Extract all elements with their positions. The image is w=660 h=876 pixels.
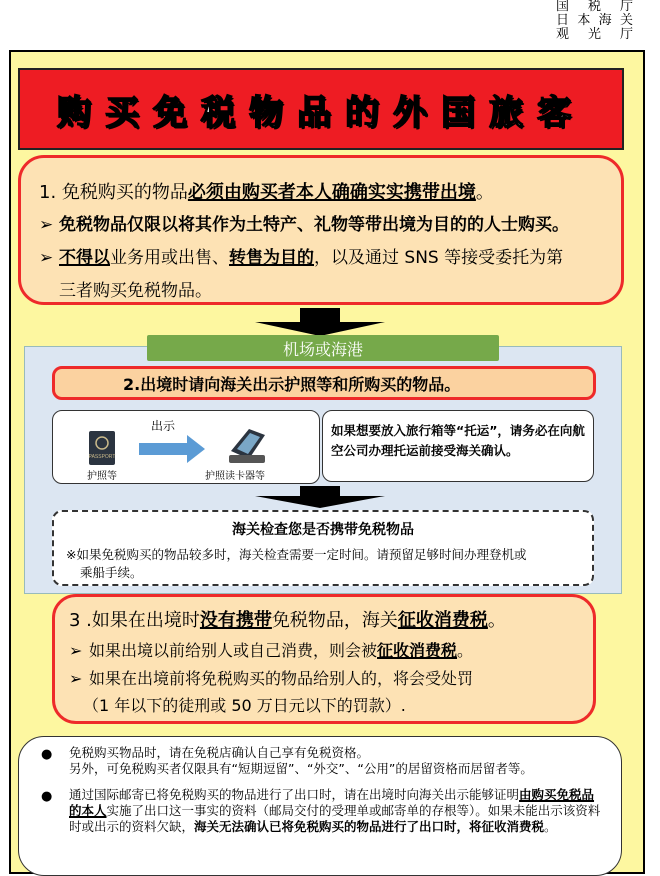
bullet-icon: ●: [41, 789, 53, 804]
rule-1-heading: [39, 176, 607, 209]
note-1-line-2: 另外，可免税购买者仅限具有“短期逗留”、“外交”、“公用”的居留资格而居留者等。: [69, 761, 533, 776]
agency-nta: 国 税 厅: [556, 0, 634, 14]
checkin-note: [322, 410, 594, 482]
down-arrow-icon: [255, 486, 385, 508]
rule-1-point-2-emph-b: 转售为目的: [229, 248, 314, 268]
rule-3-box: [52, 594, 596, 724]
rule-2-box: [52, 366, 596, 400]
passport-icon: [89, 431, 116, 465]
arrow-bullet-icon: ➢: [39, 248, 54, 268]
down-arrow-icon: [255, 308, 385, 336]
rule-3-emph-a: 没有携带: [199, 610, 272, 631]
rule-3-period: 。: [487, 610, 506, 631]
arrow-bullet-icon: ➢: [39, 215, 54, 235]
note-2-emph-a: 由购买免税品的本人: [69, 787, 595, 818]
rule-3-point-1-text: 如果出境以前给别人或自己消费，则会被: [89, 641, 378, 660]
customs-check-note-1: ※如果免税购买的物品较多时，海关检查需要一定时间。请预留足够时间办理登机或: [66, 547, 527, 562]
rule-1-emphasis: 必须由购买者本人确确实实携带出境: [187, 182, 476, 203]
rule-1-box: [18, 155, 624, 305]
rule-3-text-b: 免税物品，海关: [271, 610, 398, 631]
rule-3-point-1-emph: 征收消费税: [377, 641, 458, 660]
rule-1-text: 1. 免税购买的物品: [39, 182, 188, 203]
show-arrow-icon: [139, 435, 205, 463]
agency-customs: 日本海关: [556, 13, 634, 28]
agency-names: [556, 0, 634, 42]
arrow-bullet-icon: ➢: [69, 641, 83, 660]
note-2-text-b: 实施了出口这一事实的资料（邮局交付的受理单或邮寄单的存根等）。如果未能出示该资料时或出示的资料欠缺，: [69, 803, 601, 834]
rule-1-point-2-text-b: ，以及通过 SNS 等接受委托为第: [314, 248, 564, 268]
rule-3-heading: [69, 605, 581, 637]
rule-2-text: 2.出境时请向海关出示护照等和所购买的物品。: [123, 374, 461, 394]
card-reader-icon: [229, 429, 265, 463]
agency-tourism: 观 光 厅: [556, 27, 634, 42]
rule-1-point-1-text: 免税物品仅限以将其作为土特产、礼物等带出境为目的的人士购买。: [59, 215, 569, 235]
airport-label: 机场或海港: [147, 335, 499, 361]
note-1-line-1: 免税购买物品时，请在免税店确认自己享有免税资格。: [69, 745, 370, 760]
note-2-emph-b: 海关无法确认已将免税购买的物品进行了出口时，将征收消费税: [194, 819, 545, 834]
poster-title-text: 购买免税物品的外国旅客: [57, 92, 585, 133]
notes-box: [18, 736, 622, 876]
rule-1-point-1: [39, 209, 607, 242]
rule-1-point-2-cont: [39, 275, 607, 308]
rule-3-penalty: （1 年以下的徒刑或 50 万日元以下的罚款）.: [83, 696, 406, 715]
rule-1-point-2-emph-a: 不得以: [59, 248, 110, 268]
checkin-note-text: 如果想要放入旅行箱等“托运”，请务必在向航空公司办理托运前接受海关确认。: [331, 423, 585, 458]
note-2-text-a: 通过国际邮寄已将免税购买的物品进行了出口时，请在出境时向海关出示能够证明: [69, 787, 520, 802]
rule-3-emph-b: 征收消费税: [397, 610, 488, 631]
note-2: [41, 787, 605, 835]
svg-text:PASSPORT: PASSPORT: [88, 454, 116, 460]
arrow-bullet-icon: ➢: [69, 669, 83, 688]
rule-3-point-2-text: 如果在出境前将免税购买的物品给别人的，将会受处罚: [89, 669, 474, 688]
passport-label: 护照等: [87, 471, 117, 482]
rule-1-period: 。: [475, 182, 494, 203]
rule-3-text-a: 3 .如果在出境时: [69, 610, 200, 631]
rule-3-point-1: [69, 637, 581, 665]
show-passport-illustration: [52, 410, 320, 484]
reader-label: 护照读卡器等: [205, 471, 265, 482]
rule-3-point-2: [69, 665, 581, 693]
customs-check-note-2: 乘船手续。: [80, 565, 143, 580]
note-2-text: [69, 787, 605, 835]
show-label: 出示: [151, 419, 176, 433]
customs-check-title: 海关检查您是否携带免税物品: [232, 522, 414, 538]
note-1: [41, 745, 605, 777]
rule-3-point-2-cont: [69, 693, 581, 719]
rule-3-point-1-period: 。: [457, 641, 474, 660]
bullet-icon: ●: [41, 747, 53, 762]
note-2-period: 。: [544, 819, 557, 834]
poster-title: [18, 68, 624, 150]
rule-1-point-2-text-a: 业务用或出售、: [110, 248, 229, 268]
rule-1-point-2: [39, 242, 607, 275]
rule-1-point-2-text-c: 三者购买免税物品。: [59, 281, 212, 301]
customs-check-box: [52, 510, 594, 586]
